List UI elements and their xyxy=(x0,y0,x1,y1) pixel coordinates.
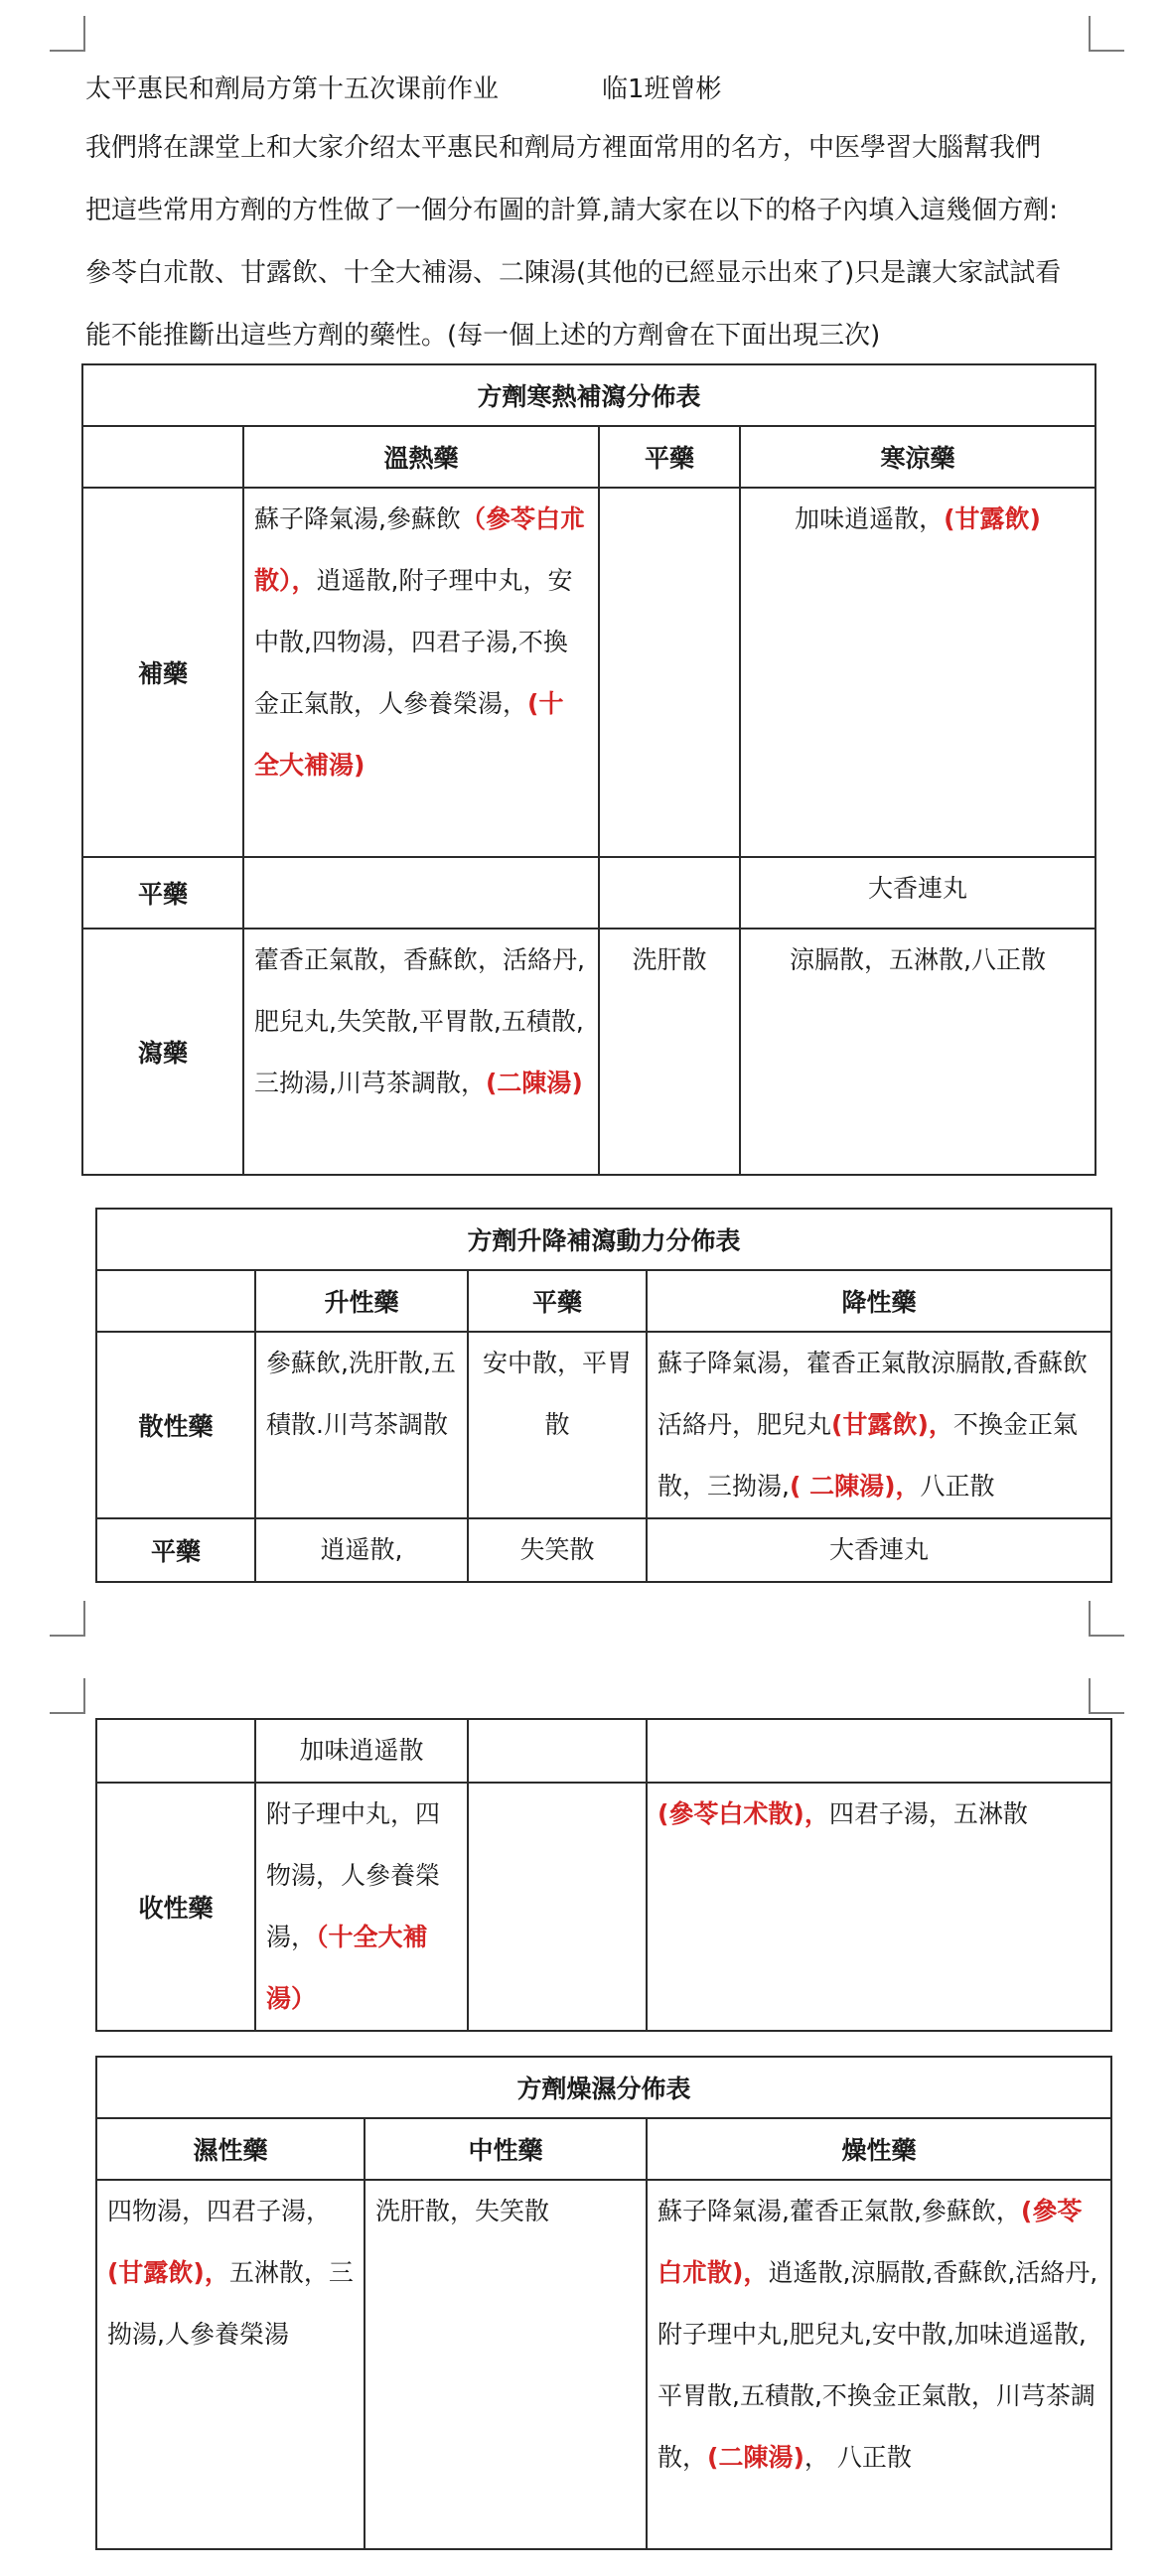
cell-neutral-warm xyxy=(243,857,599,929)
row-header-neutral: 平藥 xyxy=(82,857,243,929)
formula-answer: ( 二陳湯)， xyxy=(789,1472,921,1501)
cell-neutral-fall xyxy=(647,1518,1111,1582)
column-header-middle: 中性藥 xyxy=(365,2118,647,2180)
formula-text: 蘇子降氣湯,藿香正氣散,參蘇飲， xyxy=(657,2197,1021,2225)
assignment-title: 太平惠民和劑局方第十五次课前作业 xyxy=(85,74,500,104)
formula-answer: （參苓白朮散）， xyxy=(254,504,585,595)
crop-mark-page-start-left xyxy=(50,1678,85,1714)
rise-fall-dynamics-table-continued xyxy=(95,1718,1112,2032)
cell-drain-warm xyxy=(243,929,599,1175)
cell-drain-neutral xyxy=(599,929,740,1175)
formula-text: 涼膈散，五淋散,八正散 xyxy=(790,945,1046,974)
crop-mark-page-start-right xyxy=(1089,1678,1124,1714)
row-header-dispersing: 散性藥 xyxy=(96,1332,255,1518)
formula-text: ， 八正散 xyxy=(803,2443,912,2472)
column-header-wet: 濕性藥 xyxy=(96,2118,365,2180)
formula-text: 失笑散 xyxy=(519,1535,595,1564)
formula-text: 藿香正氣散，香蘇飲，活絡丹,肥兒丸,失笑散,平胃散,五積散,三拗湯,川芎茶調散， xyxy=(254,945,585,1097)
cell-astringent-rise xyxy=(255,1783,468,2031)
formula-text: 五淋散，三拗湯,人參養榮湯 xyxy=(107,2258,354,2349)
cell-wet xyxy=(96,2180,365,2549)
intro-line: 我們將在課堂上和大家介绍太平惠民和劑局方裡面常用的名方，中医學習大腦幫我們 xyxy=(85,133,1042,163)
corner-cell xyxy=(82,426,243,488)
formula-text: 八正散 xyxy=(920,1472,995,1501)
cell-astringent-fall xyxy=(647,1783,1111,2031)
rise-fall-dynamics-table xyxy=(95,1208,1112,1583)
formula-answer: (參苓白术散)， xyxy=(657,1799,829,1828)
column-header-neutral: 平藥 xyxy=(599,426,740,488)
formula-text: 大香連丸 xyxy=(829,1535,930,1564)
table-title: 方劑寒熱補瀉分佈表 xyxy=(82,364,1095,426)
intro-line: 把這些常用方劑的方性做了一個分布圖的計算,請大家在以下的格子內填入這幾個方劑: xyxy=(85,196,1059,225)
formula-answer: (參苓白朮散)， xyxy=(657,2197,1083,2287)
cell-neutral-neutral xyxy=(468,1518,647,1582)
formula-text: 蘇子降氣湯,參蘇飲 xyxy=(254,504,461,533)
table-title: 方劑燥濕分佈表 xyxy=(96,2057,1111,2118)
class-student-name: 临1班曾彬 xyxy=(602,74,722,104)
formula-text: 逍遥散, xyxy=(320,1535,403,1564)
cell-tonify-neutral xyxy=(599,488,740,857)
cold-hot-tonify-drain-table xyxy=(81,363,1096,1176)
cell-dispersing-fall xyxy=(647,1332,1111,1518)
row-header-neutral: 平藥 xyxy=(96,1518,255,1582)
intro-line: 能不能推斷出這些方劑的藥性。(每一個上述的方劑會在下面出現三次) xyxy=(85,321,881,351)
column-header-fall: 降性藥 xyxy=(647,1270,1111,1332)
formula-text: 加味逍遥散， xyxy=(795,504,945,533)
cell-middle xyxy=(365,2180,647,2549)
row-header-blank xyxy=(96,1719,255,1783)
cell-neutral-rise xyxy=(255,1518,468,1582)
formula-answer: (甘露飲) xyxy=(944,504,1041,533)
crop-mark-top-right xyxy=(1089,16,1124,52)
dry-wet-distribution-table xyxy=(95,2056,1112,2550)
formula-answer: (甘露飲)， xyxy=(831,1410,953,1439)
formula-text: 蘇子降氣湯，藿香正氣散涼膈散,香蘇飲活絡丹，肥兒丸 xyxy=(657,1349,1088,1439)
formula-text: 參蘇飲,洗肝散,五積散.川芎茶調散 xyxy=(266,1349,456,1439)
cell-astringent-neutral xyxy=(468,1783,647,2031)
cell-continued-rise xyxy=(255,1719,468,1783)
crop-mark-page-end-left xyxy=(50,1601,85,1637)
formula-text: 洗肝散，失笑散 xyxy=(375,2197,550,2225)
column-header-rise: 升性藥 xyxy=(255,1270,468,1332)
formula-text: 附子理中丸，四物湯，人參養榮湯， xyxy=(266,1799,441,1951)
formula-text: 附子理中丸，安中散,四物湯，四君子湯,不換金正氣散，人參養榮湯， xyxy=(254,566,573,718)
cell-tonify-warm xyxy=(243,488,599,857)
cell-neutral-neutral xyxy=(599,857,740,929)
column-header-neutral: 平藥 xyxy=(468,1270,647,1332)
cell-tonify-cold xyxy=(740,488,1095,857)
column-header-dry: 燥性藥 xyxy=(647,2118,1111,2180)
formula-answer: (十全大補湯) xyxy=(254,689,564,780)
formula-answer: （十全大補湯） xyxy=(266,1923,428,2013)
crop-mark-top-left xyxy=(50,16,85,52)
formula-answer: (二陳湯) xyxy=(707,2443,804,2472)
cell-dispersing-neutral xyxy=(468,1332,647,1518)
cell-continued-neutral xyxy=(468,1719,647,1783)
cell-continued-fall xyxy=(647,1719,1111,1783)
column-header-cold: 寒涼藥 xyxy=(740,426,1095,488)
formula-text: 加味逍遥散 xyxy=(299,1736,424,1765)
formula-text: 四物湯，四君子湯， xyxy=(107,2197,332,2225)
crop-mark-page-end-right xyxy=(1089,1601,1124,1637)
formula-answer: (甘露飲)， xyxy=(107,2258,229,2287)
formula-text: 四君子湯，五淋散 xyxy=(828,1799,1028,1828)
table-title: 方劑升降補瀉動力分佈表 xyxy=(96,1209,1111,1270)
cell-dispersing-rise xyxy=(255,1332,468,1518)
formula-text: 逍遥散, xyxy=(316,566,399,595)
column-header-warm: 溫熱藥 xyxy=(243,426,599,488)
formula-text: 大香連丸 xyxy=(868,874,968,903)
intro-line: 參苓白朮散、甘露飲、十全大補湯、二陳湯(其他的已經显示出來了)只是讓大家試試看 xyxy=(85,258,1062,288)
row-header-drain: 瀉藥 xyxy=(82,929,243,1175)
formula-text: 安中散，平胃散 xyxy=(482,1349,632,1439)
cell-neutral-cold xyxy=(740,857,1095,929)
formula-text: 不換金正氣散，三拗湯, xyxy=(657,1410,1078,1501)
cell-dry xyxy=(647,2180,1111,2549)
row-header-tonify: 補藥 xyxy=(82,488,243,857)
formula-text: 逍遙散,涼膈散,香蘇飲,活絡丹,附子理中丸,肥兒丸,安中散,加味逍遥散,平胃散,五積散,不換金正氣散，川芎茶調散， xyxy=(657,2258,1098,2472)
formula-text: 洗肝散 xyxy=(632,945,707,974)
row-header-astringent: 收性藥 xyxy=(96,1783,255,2031)
corner-cell xyxy=(96,1270,255,1332)
formula-answer: (二陳湯) xyxy=(485,1069,583,1097)
cell-drain-cold xyxy=(740,929,1095,1175)
intro-paragraph xyxy=(85,117,1098,367)
